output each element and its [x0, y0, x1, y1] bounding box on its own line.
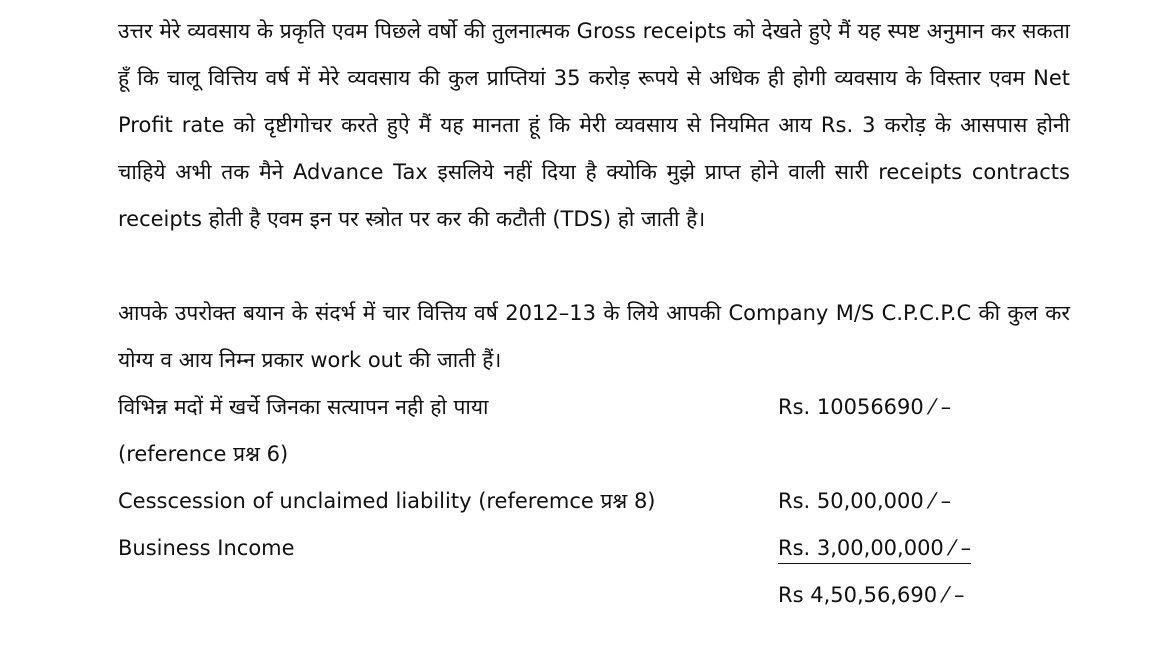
statement-paragraph: आपके उपरोक्त बयान के संदर्भ में चार वित्तिय वर्ष 2012–13 के लिये आपकी Company M/S C.P.C.P.C की कुल कर योग्य व आय निम्न प्रकार work out की जाती हैं।	[118, 301, 1070, 372]
income-row-unclaimed-liability	[118, 478, 1070, 525]
income-row-business-income	[118, 525, 1070, 572]
income-item-label: विभिन्न मदों में खर्चे जिनका सत्यापन नही हो पाया	[118, 395, 489, 419]
document-page	[118, 8, 1070, 619]
income-row-reference-note	[118, 431, 1070, 478]
income-item-amount	[778, 525, 971, 572]
income-item-label: Cesscession of unclaimed liability (referemce प्रश्न 8)	[118, 489, 656, 513]
income-item-label: (reference प्रश्न 6)	[118, 442, 289, 466]
underlined-amount: Rs. 3,00,00,000 ⁄ –	[778, 533, 971, 564]
answer-paragraph: उत्तर मेरे व्यवसाय के प्रकृति एवम पिछले वर्षो की तुलनात्मक Gross receipts को देखते हुऐ मैं यह स्पष्ट अनुमान कर सकता हूँ कि चालू वित्तिय वर्ष में मेरे व्यवसाय की कुल प्राप्तियां 35 करोड़ रूपये से अधिक ही होगी व्यवसाय के विस्तार एवम Net Profit rate को दृष्टीगोचर करते हुऐ मैं यह मानता हूं कि मेरी व्यवसाय से नियमित आय Rs. 3 करोड़ के आसपास होनी चाहिये अभी तक मैने Advance Tax इसलिये नहीं दिया है क्योकि मुझे प्राप्त होने वाली सारी receipts contracts receipts होती है एवम इन पर स्त्रोत पर कर की कटौती (TDS) हो जाती है।	[118, 19, 1070, 231]
paragraph-spacer	[118, 243, 1070, 290]
income-item-amount: Rs. 10056690 ⁄ –	[778, 395, 952, 419]
income-item-amount: Rs. 50,00,000 ⁄ –	[778, 489, 952, 513]
income-row-unverified-expenses	[118, 384, 1070, 431]
total-amount: Rs 4,50,56,690 ⁄ –	[778, 583, 965, 607]
income-item-label: Business Income	[118, 536, 295, 560]
income-row-total	[118, 572, 1070, 619]
